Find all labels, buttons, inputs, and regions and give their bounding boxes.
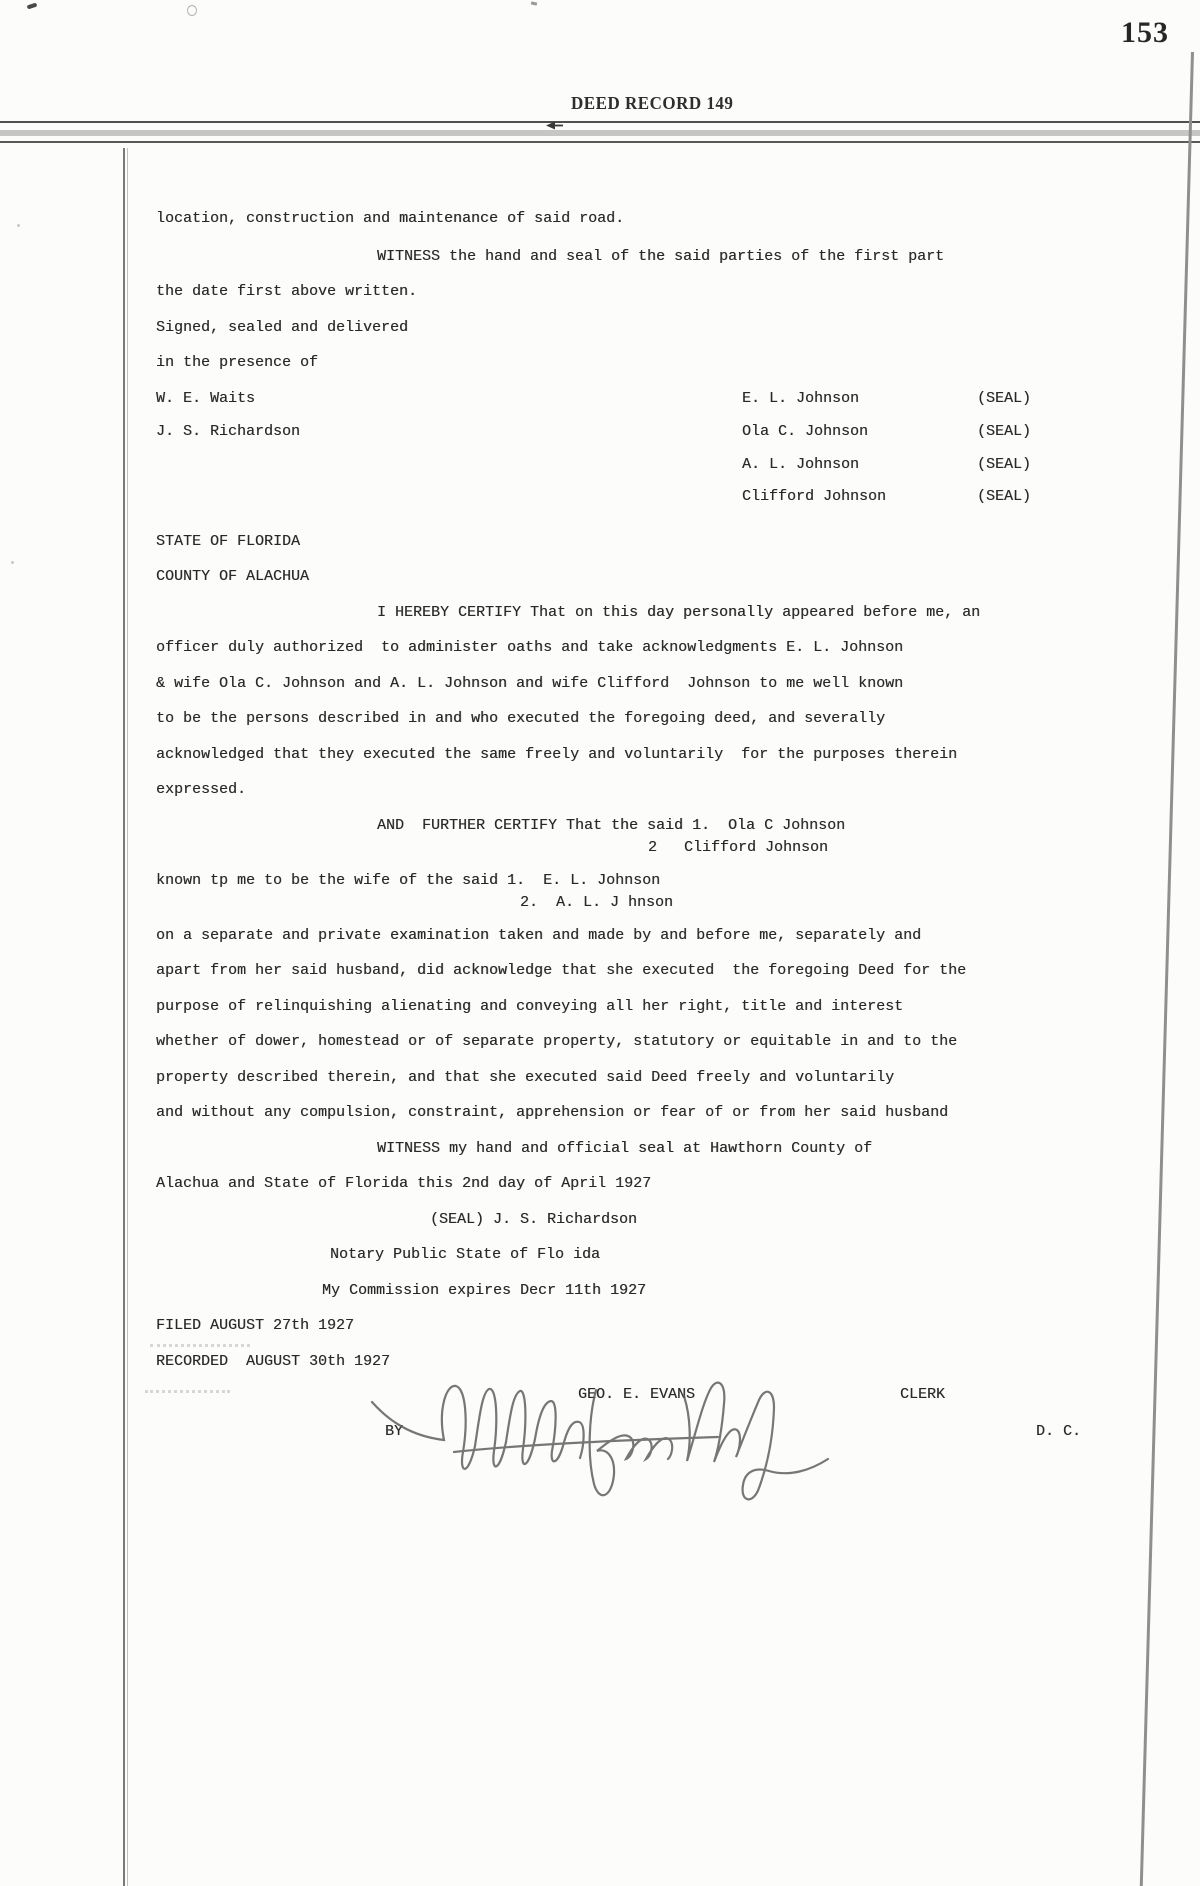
clerk-name: GEO. E. EVANS <box>578 1386 696 1403</box>
text-line: officer duly authorized to administer oaths and take acknowledgments E. L. Johnson <box>156 639 904 656</box>
state-heading: STATE OF FLORIDA <box>156 533 301 550</box>
text-line: acknowledged that they executed the same freely and voluntarily for the purposes therein <box>156 746 958 763</box>
witness-name: W. E. Waits <box>156 390 256 407</box>
seal-label: (SEAL) <box>977 456 1032 473</box>
handwritten-signature <box>358 1374 868 1519</box>
grantor-name: Clifford Johnson <box>742 488 887 505</box>
seal-label: (SEAL) <box>977 488 1032 505</box>
page-number: 153 <box>1121 16 1169 49</box>
text-line: property described therein, and that she executed said Deed freely and voluntarily <box>156 1069 895 1086</box>
seal-label: (SEAL) <box>977 423 1032 440</box>
filed-line: FILED AUGUST 27th 1927 <box>156 1317 355 1334</box>
text-line-witness-clause: WITNESS the hand and seal of the said parties of the first part <box>377 248 945 265</box>
commission-line: My Commission expires Decr 11th 1927 <box>322 1282 647 1299</box>
grantor-name: A. L. Johnson <box>742 456 860 473</box>
text-line: location, construction and maintenance of said road. <box>156 210 625 227</box>
scan-speck <box>11 561 14 564</box>
grantor-name: Ola C. Johnson <box>742 423 869 440</box>
text-line: purpose of relinquishing alienating and conveying all her right, title and interest <box>156 998 904 1015</box>
left-margin-rule-faint <box>127 148 128 1886</box>
ledger-header-title: DEED RECORD 149 <box>571 93 734 114</box>
notary-seal-line: (SEAL) J. S. Richardson <box>430 1211 638 1228</box>
witness-name: J. S. Richardson <box>156 423 301 440</box>
by-label: BY <box>385 1423 404 1440</box>
recorded-line: RECORDED AUGUST 30th 1927 <box>156 1353 391 1370</box>
pencil-smudge <box>150 1344 250 1347</box>
pencil-smudge <box>145 1390 230 1393</box>
county-heading: COUNTY OF ALACHUA <box>156 568 310 585</box>
text-line: Alachua and State of Florida this 2nd day of April 1927 <box>156 1175 652 1192</box>
text-line: to be the persons described in and who executed the foregoing deed, and severally <box>156 710 886 727</box>
text-line: & wife Ola C. Johnson and A. L. Johnson and wife Clifford Johnson to me well known <box>156 675 904 692</box>
left-margin-rule <box>123 148 125 1886</box>
header-rule-bottom <box>0 141 1200 143</box>
arrow-pointer-mark <box>546 117 564 135</box>
text-line-further-certify: AND FURTHER CERTIFY That the said 1. Ola C Johnson <box>377 817 846 834</box>
scan-corner-mark <box>27 3 38 10</box>
text-line: Signed, sealed and delivered <box>156 319 409 336</box>
text-line: apart from her said husband, did acknowledge that she executed the foregoing Deed for the <box>156 962 967 979</box>
text-line: expressed. <box>156 781 247 798</box>
grantor-name: E. L. Johnson <box>742 390 860 407</box>
text-line: on a separate and private examination taken and made by and before me, separately and <box>156 927 922 944</box>
scan-speck <box>17 224 20 227</box>
seal-label: (SEAL) <box>977 390 1032 407</box>
text-line: the date first above written. <box>156 283 418 300</box>
deputy-clerk-initials: D. C. <box>1036 1423 1082 1440</box>
right-page-edge-rule <box>1140 52 1194 1886</box>
text-line: in the presence of <box>156 354 319 371</box>
text-line: known tp me to be the wife of the said 1. E. L. Johnson <box>156 872 661 889</box>
text-line-numbered-item: 2. A. L. J hnson <box>520 894 674 911</box>
text-line-numbered-item: 2 Clifford Johnson <box>648 839 829 856</box>
notary-title-line: Notary Public State of Flo ida <box>330 1246 601 1263</box>
header-rule-band <box>0 130 1200 136</box>
text-line: and without any compulsion, constraint, apprehension or fear of or from her said husband <box>156 1104 949 1121</box>
clerk-title: CLERK <box>900 1386 946 1403</box>
text-line-notary-witness: WITNESS my hand and official seal at Hawthorn County of <box>377 1140 873 1157</box>
text-line: whether of dower, homestead or of separate property, statutory or equitable in and to the <box>156 1033 958 1050</box>
scan-tick-mark <box>531 1 537 5</box>
scan-ring-mark <box>187 5 197 16</box>
text-line-certify-clause: I HEREBY CERTIFY That on this day personally appeared before me, an <box>377 604 981 621</box>
header-rule-top <box>0 121 1200 123</box>
